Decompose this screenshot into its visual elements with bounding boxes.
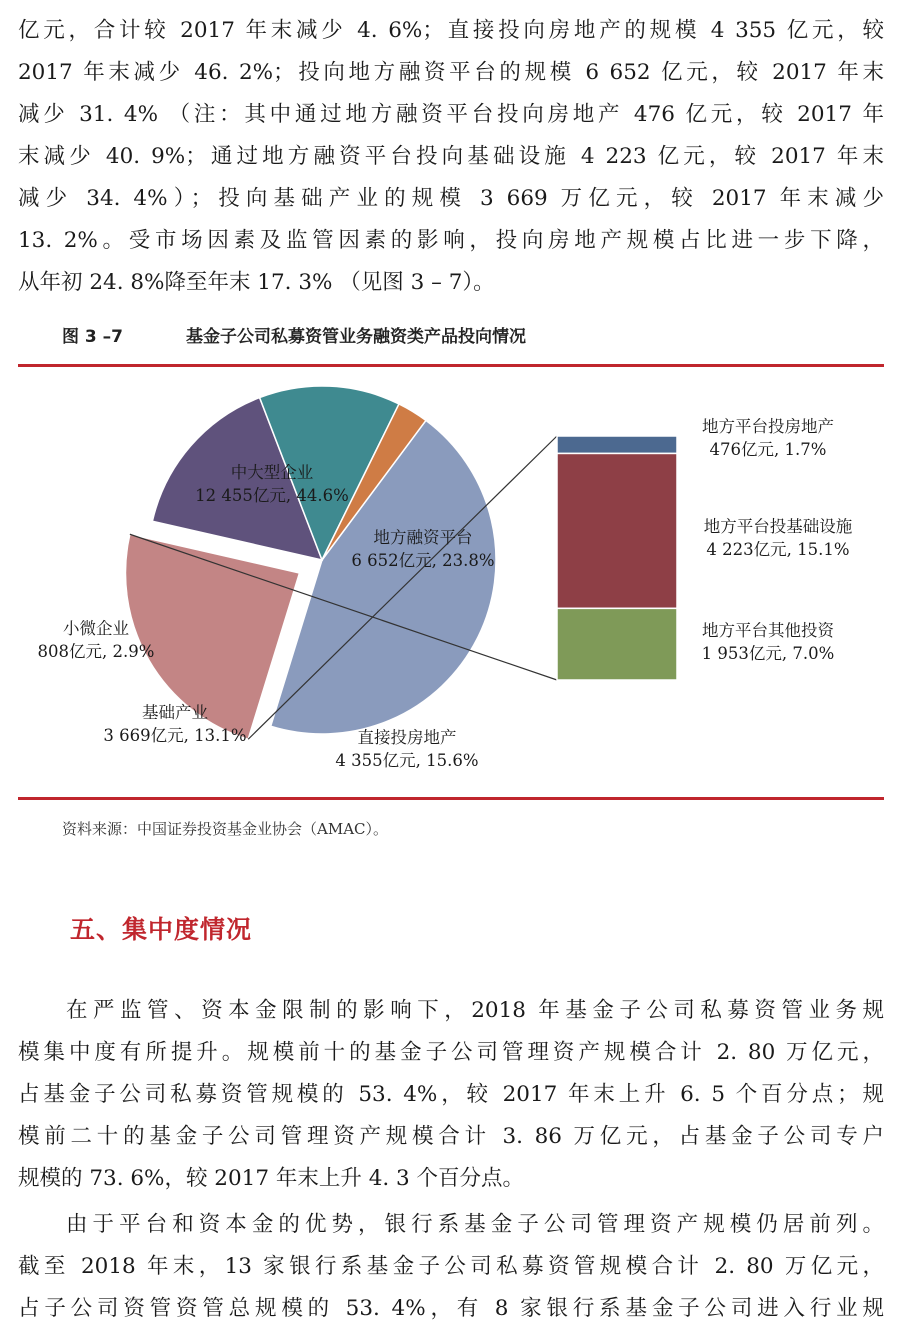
- slice-name-label: 中大型企业: [230, 463, 314, 482]
- slice-value-label: 3 669亿元, 13.1%: [103, 726, 247, 745]
- figure-top-rule: [18, 364, 884, 367]
- bar-segment: [557, 453, 677, 608]
- slice-value-label: 6 652亿元, 23.8%: [351, 551, 495, 570]
- slice-name-label: 小微企业: [63, 619, 129, 638]
- paragraph-line: 占子公司资管资管总规模的 53. 4%，有 8 家银行系基金子公司进入行业规: [18, 1296, 884, 1321]
- paragraph-line: 减少 34. 4%）；投向基础产业的规模 3 669 万亿元，较 2017 年末减少: [18, 186, 884, 211]
- paragraph-line: 亿元，合计较 2017 年末减少 4. 6%；直接投向房地产的规模 4 355 亿元，较: [18, 18, 884, 43]
- paragraph-line: 由于平台和资本金的优势，银行系基金子公司管理资产规模仍居前列。: [66, 1212, 884, 1237]
- section-heading: 五、集中度情况: [70, 915, 253, 944]
- segment-name-label: 地方平台投房地产: [702, 417, 834, 436]
- segment-name-label: 地方平台投基础设施: [703, 517, 853, 536]
- segment-value-label: 1 953亿元, 7.0%: [701, 644, 835, 663]
- figure-number: 图 3 –7: [62, 327, 123, 347]
- paragraph-line: 减少 31. 4% （注：其中通过地方融资平台投向房地产 476 亿元，较 2017 年: [18, 102, 884, 127]
- paragraph-line: 模集中度有所提升。规模前十的基金子公司管理资产规模合计 2. 80 万亿元，: [18, 1040, 884, 1065]
- paragraph-line: 13. 2%。受市场因素及监管因素的影响，投向房地产规模占比进一步下降，: [18, 228, 884, 253]
- slice-value-label: 12 455亿元, 44.6%: [195, 486, 349, 505]
- paragraph-line: 规模的 73. 6%，较 2017 年末上升 4. 3 个百分点。: [18, 1166, 525, 1191]
- figure-caption: 基金子公司私募资管业务融资类产品投向情况: [186, 327, 526, 347]
- pie-chart: [0, 368, 903, 796]
- slice-name-label: 基础产业: [142, 703, 208, 722]
- paragraph-line: 2017 年末减少 46. 2%；投向地方融资平台的规模 6 652 亿元，较 2017 年末: [18, 60, 884, 85]
- slice-value-label: 808亿元, 2.9%: [37, 642, 155, 661]
- bar-segment: [557, 608, 677, 680]
- paragraph-line: 模前二十的基金子公司管理资产规模合计 3. 86 万亿元，占基金子公司专户: [18, 1124, 884, 1149]
- intro-paragraph: [18, 10, 884, 304]
- slice-name-label: 直接投房地产: [357, 728, 457, 747]
- paragraph-line: 末减少 40. 9%；通过地方融资平台投向基础设施 4 223 亿元，较 2017 年末: [18, 144, 884, 169]
- segment-value-label: 4 223亿元, 15.1%: [706, 540, 850, 559]
- paragraph-line: 在严监管、资本金限制的影响下，2018 年基金子公司私募资管业务规: [66, 998, 884, 1023]
- segment-value-label: 476亿元, 1.7%: [709, 440, 827, 459]
- slice-value-label: 4 355亿元, 15.6%: [335, 751, 479, 770]
- figure-title: [62, 322, 526, 347]
- concentration-paragraph: [18, 990, 884, 1200]
- segment-name-label: 地方平台其他投资: [702, 621, 834, 640]
- paragraph-line: 占基金子公司私募资管规模的 53. 4%，较 2017 年末上升 6. 5 个百分点；规: [18, 1082, 884, 1107]
- paragraph-line: 截至 2018 年末，13 家银行系基金子公司私募资管规模合计 2. 80 万亿元，: [18, 1254, 884, 1279]
- concentration-paragraph: [18, 1204, 884, 1330]
- figure-source: 资料来源：中国证券投资基金业协会（AMAC）。: [62, 820, 389, 838]
- bar-segment: [557, 436, 677, 453]
- paragraph-line: 从年初 24. 8%降至年末 17. 3% （见图 3 – 7）。: [18, 270, 495, 295]
- slice-name-label: 地方融资平台: [373, 528, 473, 547]
- figure-bottom-rule: [18, 797, 884, 800]
